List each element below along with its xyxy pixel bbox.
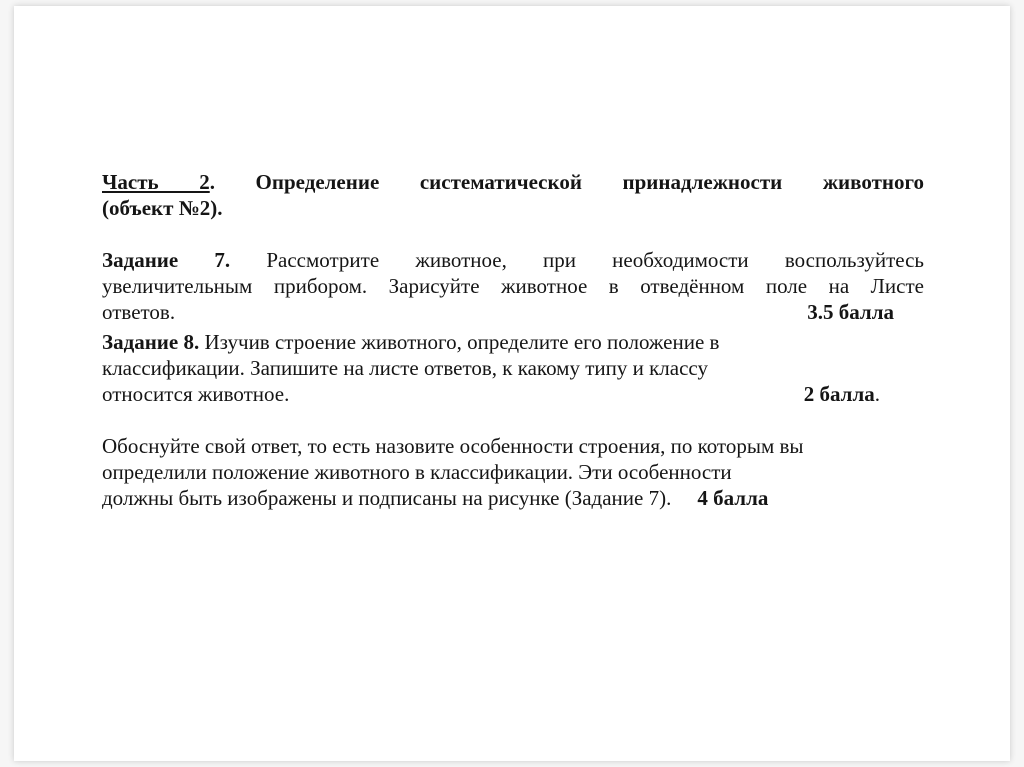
task-7-text-1: Рассмотрите животное, при необходимости воспользуйтесь bbox=[230, 248, 924, 272]
justification-text-2: определили положение животного в классификации. Эти особенности bbox=[102, 460, 732, 484]
part-heading-line-1 bbox=[102, 169, 924, 195]
task-7-line-1 bbox=[102, 247, 924, 273]
task-7-points: 3.5 балла bbox=[807, 300, 894, 324]
spacer bbox=[102, 221, 924, 247]
task-8 bbox=[102, 329, 924, 407]
task-8-text-2: классификации. Запишите на листе ответов, к какому типу и классу bbox=[102, 356, 708, 380]
task-7-label: Задание 7. bbox=[102, 248, 231, 272]
justification-points: 4 балла bbox=[697, 486, 769, 510]
document-body bbox=[102, 169, 924, 511]
task-7 bbox=[102, 247, 924, 325]
task-7-text-3: ответов. bbox=[102, 300, 176, 324]
justification-line-3 bbox=[102, 485, 924, 511]
task-8-label: Задание 8. bbox=[102, 330, 200, 354]
task-7-line-3 bbox=[102, 299, 924, 325]
task-8-points: 2 балла bbox=[803, 382, 875, 406]
slide-page bbox=[14, 6, 1010, 761]
part-heading bbox=[102, 169, 924, 221]
task-8-points-wrap bbox=[804, 381, 924, 407]
justification-text-3: должны быть изображены и подписаны на рисунке (Задание 7). bbox=[102, 486, 672, 510]
justification-text-1: Обоснуйте свой ответ, то есть назовите особенности строения, по которым вы bbox=[102, 434, 804, 458]
part-label: Часть 2 bbox=[102, 170, 210, 194]
task-8-line-3 bbox=[102, 381, 924, 407]
task-8-points-suffix: . bbox=[874, 382, 880, 406]
spacer bbox=[102, 407, 924, 433]
task-8-line-1 bbox=[102, 329, 924, 355]
part-title-line-1: . Определение систематической принадлежности животного bbox=[209, 170, 924, 194]
task-8-text-3: относится животное. bbox=[102, 382, 290, 406]
justification bbox=[102, 433, 924, 511]
part-title-line-2: (объект №2). bbox=[102, 196, 223, 220]
task-7-text-2: увеличительным прибором. Зарисуйте животное в отведённом поле на Листе bbox=[102, 274, 924, 298]
task-8-text-1: Изучив строение животного, определите его положение в bbox=[199, 330, 720, 354]
